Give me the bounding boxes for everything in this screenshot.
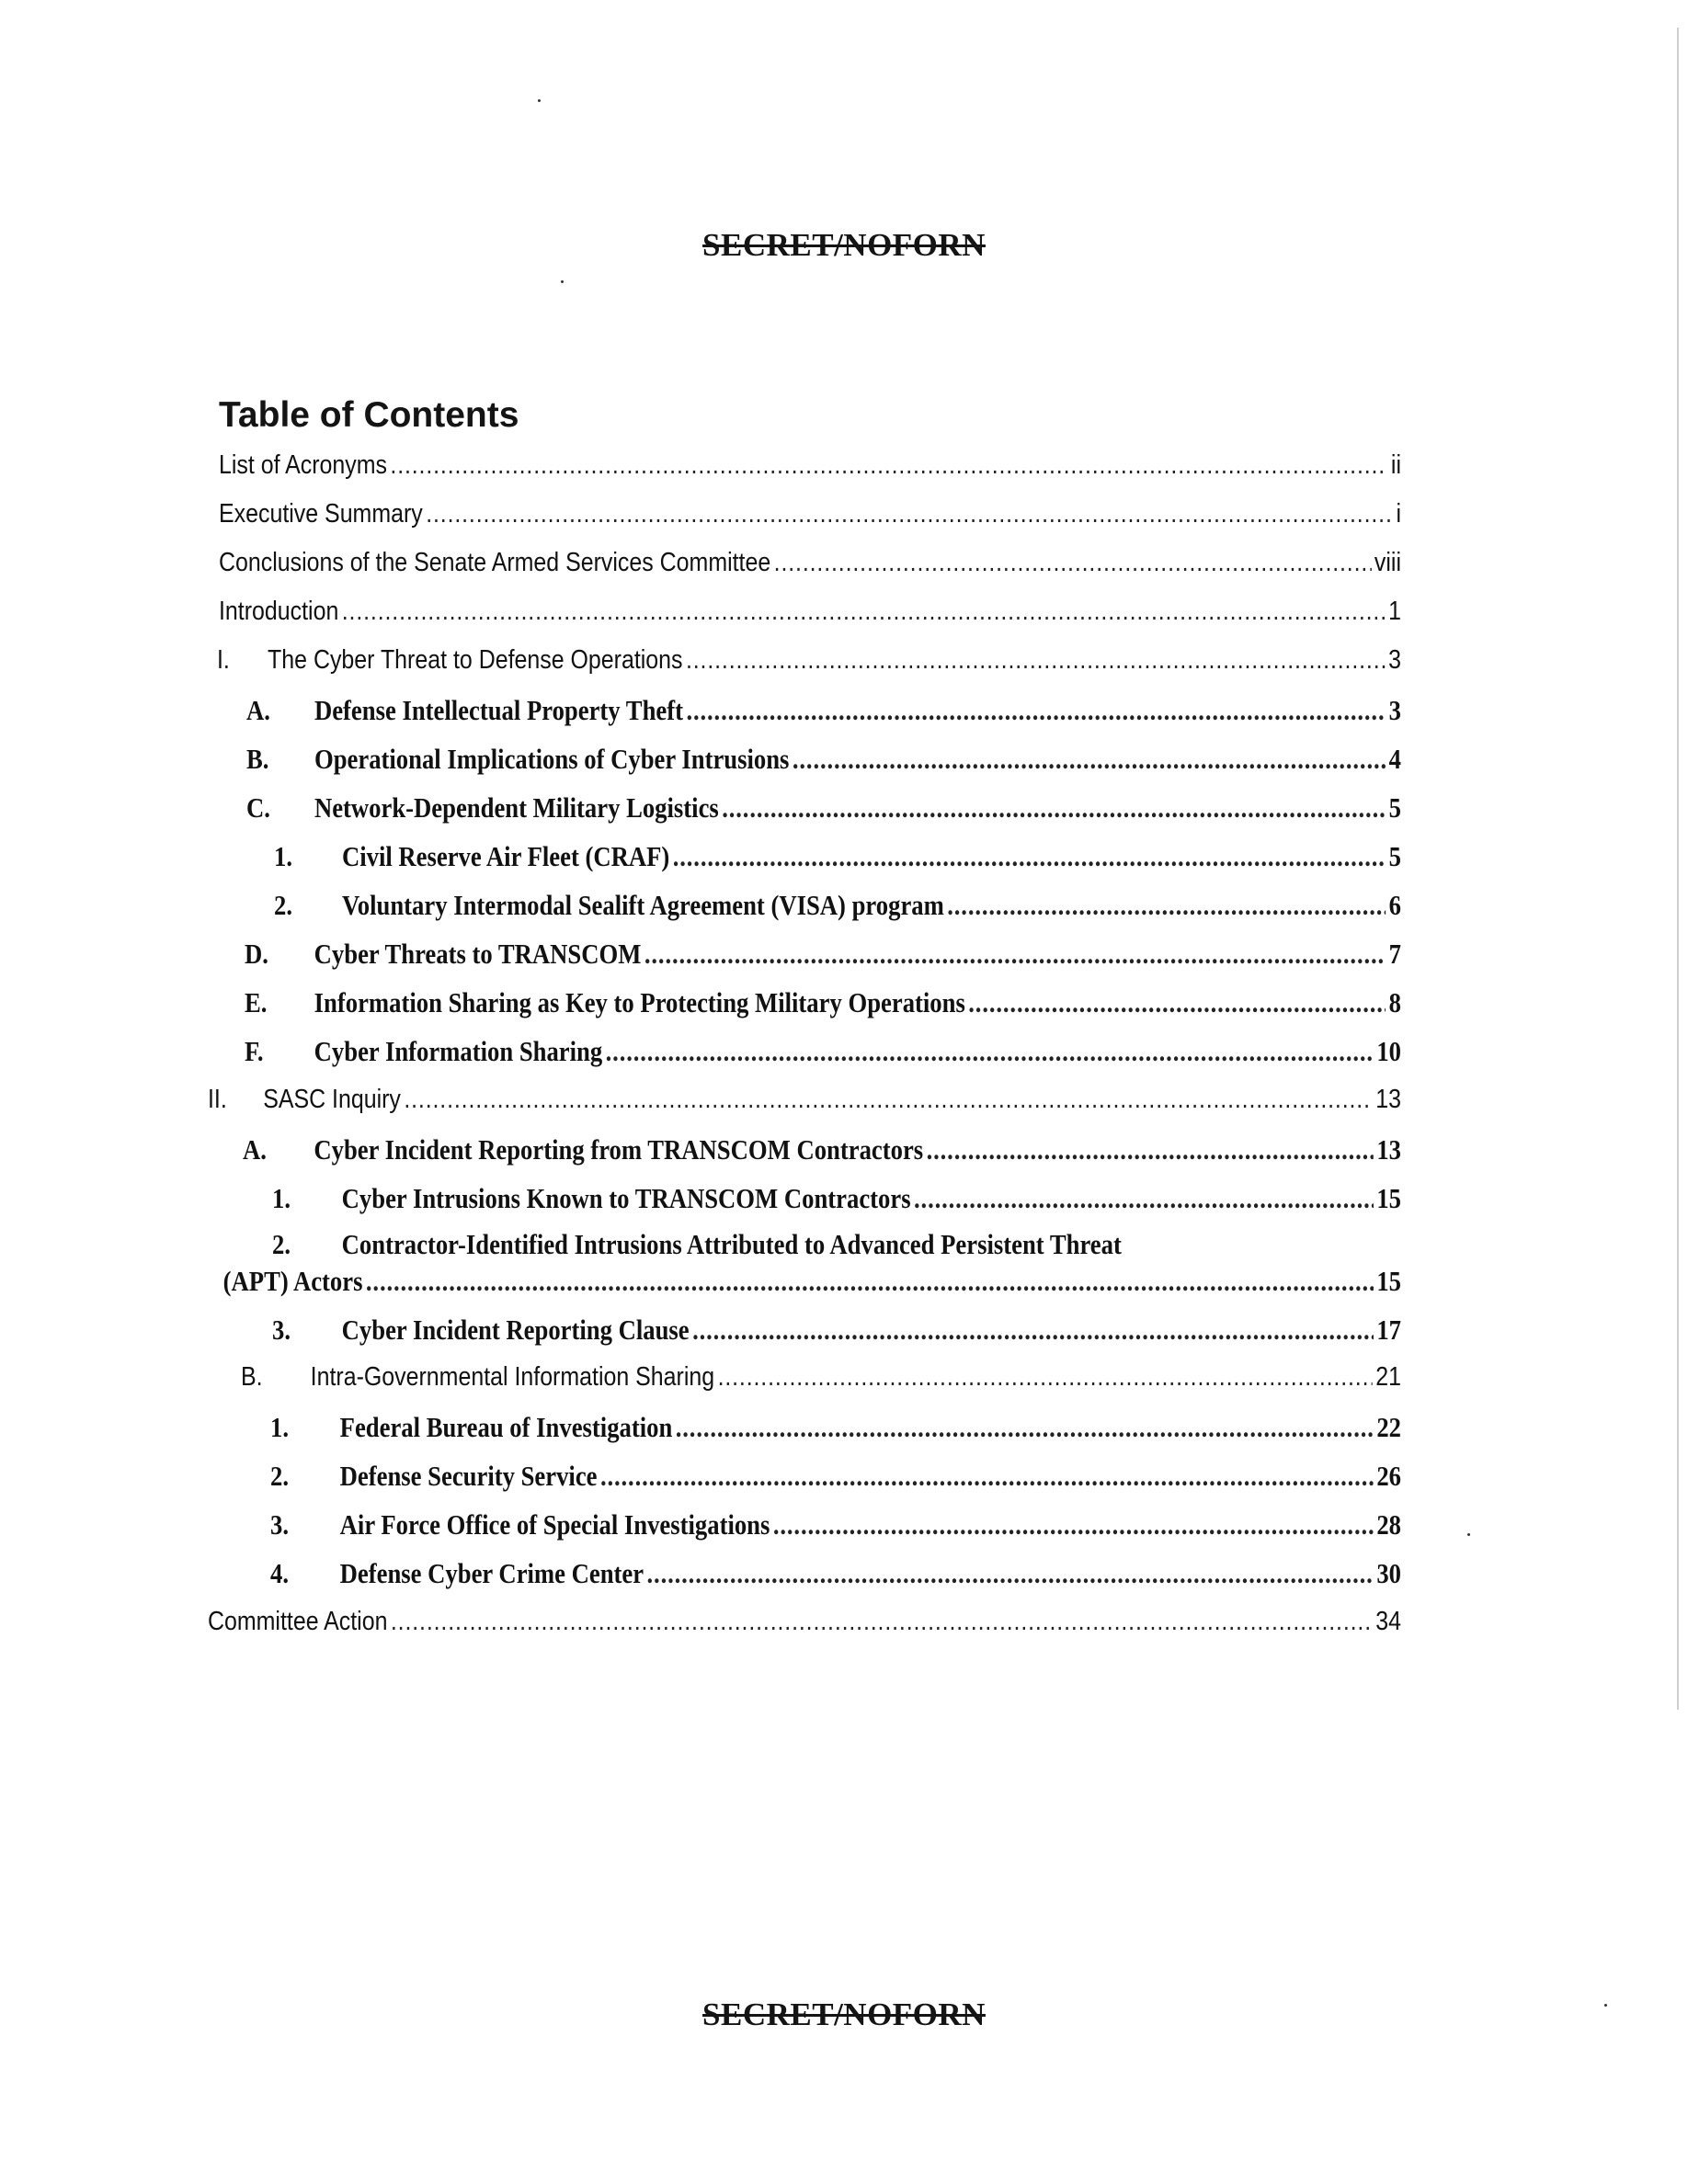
toc-entry-page: 30 bbox=[1376, 1557, 1401, 1589]
toc-leader-dots bbox=[718, 1362, 1373, 1393]
toc-entry-title: Intra-Governmental Information Sharing bbox=[310, 1362, 715, 1392]
toc-leader-dots bbox=[793, 743, 1386, 776]
toc-entry-number: 1. bbox=[274, 840, 292, 872]
toc-entry-title: Cyber Incident Reporting Clause bbox=[341, 1314, 690, 1346]
toc-entry-title: Civil Reserve Air Fleet (CRAF) bbox=[341, 840, 670, 872]
toc-entry[interactable] bbox=[272, 1314, 1401, 1350]
toc-leader-dots bbox=[692, 1314, 1374, 1347]
toc-entry-number: 2. bbox=[272, 1228, 291, 1260]
toc-leader-dots bbox=[774, 548, 1372, 578]
toc-entry-title: Conclusions of the Senate Armed Services Committee bbox=[219, 548, 771, 577]
toc-entry[interactable] bbox=[219, 499, 1401, 536]
toc-title: Table of Contents bbox=[219, 395, 519, 435]
toc-entry[interactable] bbox=[246, 791, 1401, 828]
toc-entry[interactable] bbox=[270, 1508, 1401, 1545]
toc-entry-title: Executive Summary bbox=[219, 499, 423, 529]
toc-leader-dots bbox=[914, 1182, 1374, 1215]
toc-entry-page: 15 bbox=[1376, 1182, 1401, 1214]
toc-entry-page: 4 bbox=[1388, 743, 1401, 775]
toc-leader-dots bbox=[366, 1265, 1374, 1298]
toc-entry-number: C. bbox=[246, 791, 270, 824]
toc-entry-page: 5 bbox=[1388, 791, 1401, 824]
toc-leader-dots bbox=[426, 499, 1393, 529]
toc-entry[interactable] bbox=[246, 694, 1401, 731]
toc-entry[interactable] bbox=[219, 597, 1401, 633]
toc-entry-page: 28 bbox=[1376, 1508, 1401, 1541]
toc-entry-title: Committee Action bbox=[208, 1607, 388, 1636]
toc-entry-page: 10 bbox=[1376, 1035, 1401, 1067]
toc-entry-page: i bbox=[1396, 499, 1401, 529]
toc-entry[interactable] bbox=[241, 1362, 1401, 1399]
toc-entry-title: Federal Bureau of Investigation bbox=[339, 1411, 673, 1443]
toc-entry[interactable] bbox=[245, 1035, 1401, 1072]
toc-entry[interactable] bbox=[217, 645, 1401, 682]
toc-entry-title: Cyber Intrusions Known to TRANSCOM Contractors bbox=[341, 1182, 911, 1214]
toc-entry[interactable] bbox=[272, 1182, 1401, 1219]
toc-entry-page: 6 bbox=[1388, 889, 1401, 921]
toc-entry-line1 bbox=[272, 1228, 1401, 1261]
toc-entry-title: Air Force Office of Special Investigations bbox=[339, 1508, 770, 1541]
toc-entry-page: 22 bbox=[1376, 1411, 1401, 1443]
toc-leader-dots bbox=[927, 1133, 1374, 1166]
toc-entry[interactable] bbox=[219, 548, 1401, 585]
toc-entry-number: I. bbox=[217, 645, 230, 675]
toc-entry[interactable] bbox=[208, 1085, 1401, 1121]
toc-entry-number: 3. bbox=[270, 1508, 289, 1541]
toc-entry-number: 1. bbox=[272, 1182, 291, 1214]
toc-entry[interactable] bbox=[274, 840, 1401, 877]
toc-entry-page: 3 bbox=[1388, 645, 1401, 675]
toc-leader-dots bbox=[404, 1085, 1372, 1115]
classification-marking-bottom: SECRET/NOFORN bbox=[702, 1996, 986, 2032]
toc-leader-dots bbox=[342, 597, 1386, 627]
toc-entry-title: Defense Security Service bbox=[339, 1460, 598, 1492]
toc-entry-title: The Cyber Threat to Defense Operations bbox=[268, 645, 683, 675]
toc-entry[interactable] bbox=[246, 743, 1401, 779]
toc-leader-dots bbox=[773, 1508, 1374, 1541]
toc-leader-dots bbox=[647, 1557, 1374, 1590]
toc-entry-page: 1 bbox=[1388, 597, 1401, 626]
toc-leader-dots bbox=[686, 645, 1386, 676]
toc-entry-title: Network-Dependent Military Logistics bbox=[314, 791, 719, 824]
toc-entry-page: 3 bbox=[1388, 694, 1401, 726]
toc-entry[interactable] bbox=[208, 1607, 1401, 1644]
toc-entry-page: 13 bbox=[1375, 1085, 1401, 1114]
toc-leader-dots bbox=[947, 889, 1386, 922]
toc-entry-title: Introduction bbox=[219, 597, 339, 626]
toc-leader-dots bbox=[391, 1607, 1373, 1637]
classification-marking-top: SECRET/NOFORN bbox=[702, 227, 986, 263]
toc-entry-page: viii bbox=[1374, 548, 1401, 577]
toc-entry[interactable] bbox=[270, 1557, 1401, 1594]
toc-entry-line2 bbox=[223, 1265, 1401, 1298]
toc-entry-number: F. bbox=[245, 1035, 264, 1067]
toc-entry-number: B. bbox=[246, 743, 269, 775]
toc-entry-title: List of Acronyms bbox=[219, 450, 387, 480]
toc-entry-wrapped[interactable] bbox=[222, 1228, 1401, 1302]
toc-entry[interactable] bbox=[245, 986, 1401, 1023]
toc-entry[interactable] bbox=[274, 889, 1401, 926]
toc-entry-title: Voluntary Intermodal Sealift Agreement (VISA) program bbox=[341, 889, 944, 921]
toc-entry-page: 5 bbox=[1388, 840, 1401, 872]
toc-entry-title: Defense Cyber Crime Center bbox=[339, 1557, 644, 1589]
toc-entry-number: 2. bbox=[270, 1460, 289, 1492]
toc-entry-number: A. bbox=[246, 694, 270, 726]
toc-entry-title: SASC Inquiry bbox=[263, 1085, 401, 1114]
toc-leader-dots bbox=[968, 986, 1386, 1019]
toc-leader-dots bbox=[390, 450, 1387, 481]
toc-entry-page: 34 bbox=[1375, 1607, 1401, 1636]
toc-leader-dots bbox=[606, 1035, 1374, 1068]
toc-entry-number: II. bbox=[208, 1085, 227, 1114]
toc-entry-page: 15 bbox=[1376, 1265, 1401, 1297]
toc-entry-number: 3. bbox=[272, 1314, 291, 1346]
toc-leader-dots bbox=[676, 1411, 1374, 1444]
toc-entry-number: 2. bbox=[274, 889, 292, 921]
toc-entry-number: A. bbox=[243, 1133, 267, 1166]
toc-entry[interactable] bbox=[245, 938, 1401, 974]
toc-leader-dots bbox=[673, 840, 1386, 873]
toc-entry[interactable] bbox=[270, 1460, 1401, 1496]
toc-entry-page: 17 bbox=[1376, 1314, 1401, 1346]
toc-entry-number: 1. bbox=[270, 1411, 289, 1443]
toc-entry-title: Defense Intellectual Property Theft bbox=[314, 694, 684, 726]
toc-entry-title: Contractor-Identified Intrusions Attributed to Advanced Persistent Threat bbox=[341, 1228, 1122, 1260]
toc-entry-number: 4. bbox=[270, 1557, 289, 1589]
toc-entry-number: E. bbox=[245, 986, 268, 1018]
toc-leader-dots bbox=[722, 791, 1386, 825]
toc-entry-number: B. bbox=[241, 1362, 263, 1392]
toc-entry[interactable] bbox=[270, 1411, 1401, 1448]
toc-entry-page: 21 bbox=[1375, 1362, 1401, 1392]
toc-entry-page: 7 bbox=[1388, 938, 1401, 970]
toc-entry-page: 8 bbox=[1388, 986, 1401, 1018]
toc-entry[interactable] bbox=[219, 450, 1401, 487]
toc-entry-title: Cyber Incident Reporting from TRANSCOM Contractors bbox=[314, 1133, 924, 1166]
toc-entry-page: 13 bbox=[1376, 1133, 1401, 1166]
toc-entry-title: Cyber Information Sharing bbox=[314, 1035, 603, 1067]
toc-entry-number: D. bbox=[245, 938, 268, 970]
toc-entry-title-continued: (APT) Actors bbox=[222, 1265, 363, 1297]
toc-entry-title: Operational Implications of Cyber Intrusions bbox=[314, 743, 790, 775]
toc-entry-title: Cyber Threats to TRANSCOM bbox=[314, 938, 642, 970]
toc-entry[interactable] bbox=[243, 1133, 1401, 1170]
toc-entry-page: 26 bbox=[1376, 1460, 1401, 1492]
toc-entry-page: ii bbox=[1390, 450, 1401, 480]
toc-leader-dots bbox=[686, 694, 1386, 727]
toc-leader-dots bbox=[600, 1460, 1374, 1493]
toc-entry-title: Information Sharing as Key to Protecting Military Operations bbox=[314, 986, 965, 1018]
toc-leader-dots bbox=[644, 938, 1386, 971]
